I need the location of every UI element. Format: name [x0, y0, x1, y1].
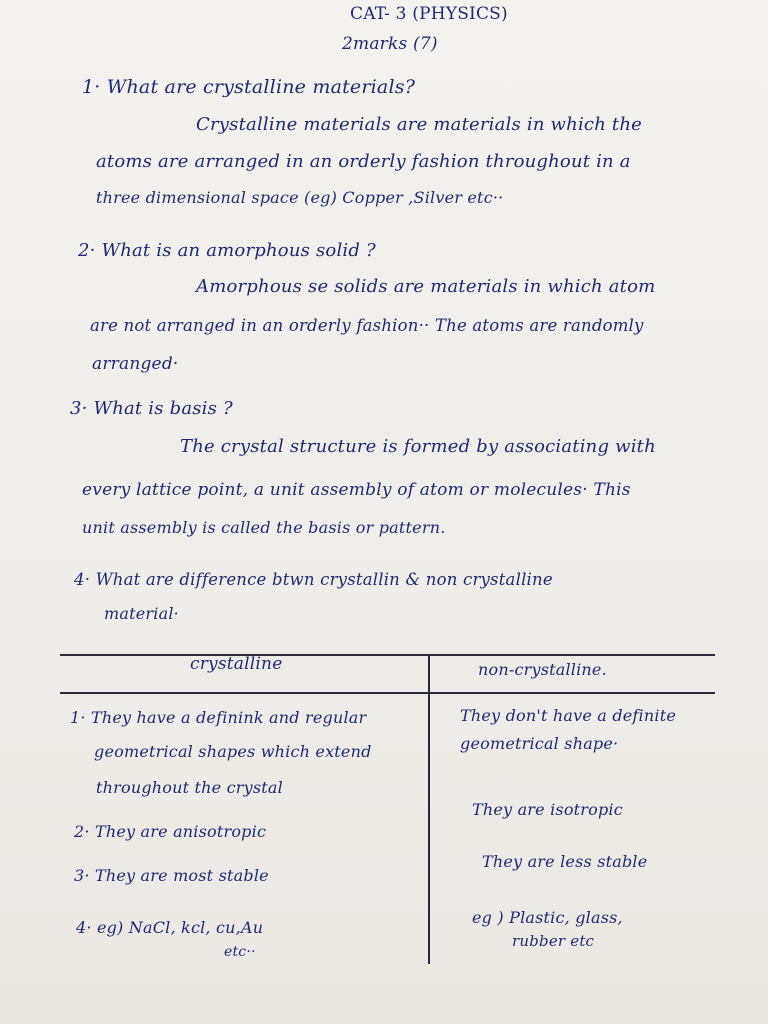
- table-header-crystalline: crystalline: [190, 654, 283, 674]
- crystalline-row-4: 4· eg) NaCl, kcl, cu,Au: [76, 918, 264, 937]
- crystalline-row-1-line-1: 1· They have a definink and regular: [70, 708, 367, 727]
- answer-1-line-3: three dimensional space (eg) Copper ,Silver etc··: [96, 188, 504, 207]
- answer-1-line-1: Crystalline materials are materials in which the: [196, 114, 642, 135]
- crystalline-row-1-line-3: throughout the crystal: [96, 778, 283, 797]
- table-header-non-crystalline: non-crystalline.: [478, 660, 607, 679]
- answer-1-line-2: atoms are arranged in an orderly fashion throughout in a: [96, 151, 631, 172]
- answer-2-line-2: are not arranged in an orderly fashion·· The atoms are randomly: [90, 316, 644, 335]
- crystalline-row-4-continued: etc··: [224, 944, 256, 960]
- non-crystalline-row-2: They are isotropic: [472, 800, 623, 819]
- answer-3-line-3: unit assembly is called the basis or pattern.: [82, 518, 446, 537]
- non-crystalline-row-4-line-2: rubber etc: [512, 932, 595, 950]
- non-crystalline-row-3: They are less stable: [482, 852, 648, 871]
- page-header-title: CAT- 3 (PHYSICS): [350, 4, 508, 24]
- question-4-continued: material·: [104, 604, 179, 623]
- table-top-border: [60, 654, 715, 656]
- question-3: 3· What is basis ?: [70, 398, 233, 419]
- answer-3-line-1: The crystal structure is formed by associating with: [180, 436, 656, 457]
- answer-2-line-1: Amorphous se solids are materials in which atom: [196, 276, 656, 297]
- question-1: 1· What are crystalline materials?: [82, 76, 416, 98]
- answer-2-line-3: arranged·: [92, 354, 179, 374]
- non-crystalline-row-1-line-1: They don't have a definite: [460, 706, 676, 725]
- table-header-divider: [60, 692, 715, 694]
- answer-3-line-2: every lattice point, a unit assembly of atom or molecules· This: [82, 480, 631, 500]
- page-header-subtitle: 2marks (7): [342, 34, 438, 54]
- table-column-divider: [428, 654, 430, 964]
- crystalline-row-1-line-2: geometrical shapes which extend: [94, 742, 372, 761]
- crystalline-row-3: 3· They are most stable: [74, 866, 269, 885]
- question-4: 4· What are difference btwn crystallin & non crystalline: [74, 570, 553, 589]
- non-crystalline-row-4-line-1: eg ) Plastic, glass,: [472, 908, 623, 927]
- question-2: 2· What is an amorphous solid ?: [78, 240, 376, 261]
- crystalline-row-2: 2· They are anisotropic: [74, 822, 267, 841]
- non-crystalline-row-1-line-2: geometrical shape·: [460, 734, 619, 753]
